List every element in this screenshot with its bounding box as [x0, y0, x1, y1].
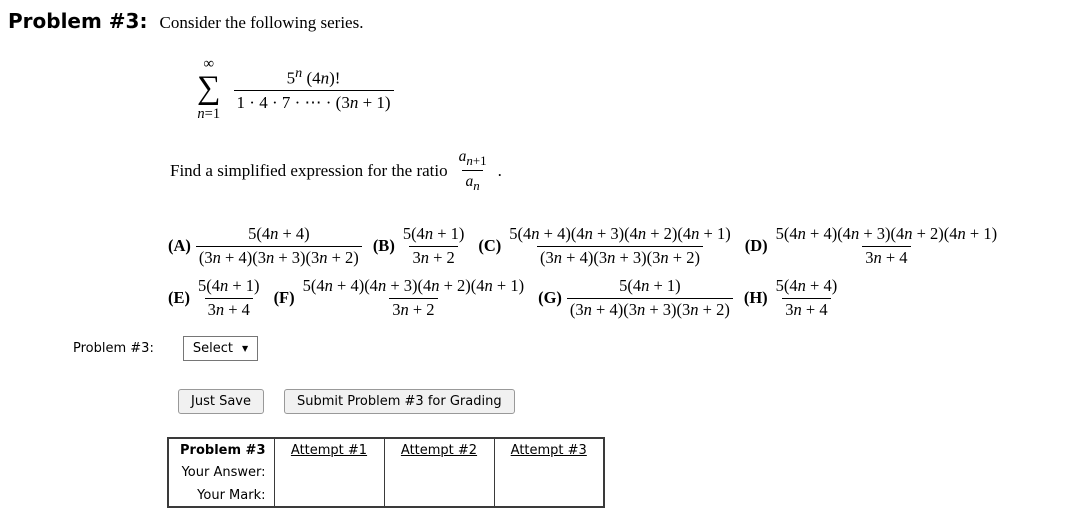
option-a-numerator: 5(4n + 4): [248, 224, 310, 243]
question-text: Find a simplified expression for the ratio: [170, 160, 448, 180]
table-header-row: [168, 438, 604, 461]
option-a-label: (A): [168, 236, 191, 256]
option-c-denominator: (3n + 4)(3n + 3)(3n + 2): [537, 246, 703, 269]
table-header-attempt-2: Attempt #2: [384, 438, 494, 461]
option-e-denominator: 3n + 4: [205, 298, 253, 321]
answer-label: Problem #3:: [73, 341, 154, 356]
summation-symbol: [197, 57, 221, 122]
series-numerator: 5$^n$ (4n)!: [286, 65, 341, 88]
option-e-label: (E): [168, 288, 190, 308]
option-f: [274, 276, 528, 320]
ratio-fraction: [456, 147, 490, 194]
option-b-denominator: 3n + 2: [409, 246, 457, 269]
action-buttons: [178, 389, 515, 414]
option-h-numerator: 5(4n + 4): [775, 276, 838, 295]
series-fraction: [234, 65, 394, 113]
option-a-denominator: (3n + 4)(3n + 3)(3n + 2): [196, 246, 362, 269]
option-b-fraction: [400, 224, 468, 268]
option-h-denominator: 3n + 4: [782, 298, 830, 321]
option-h: [744, 276, 840, 320]
option-h-label: (H): [743, 288, 768, 308]
option-f-denominator: 3n + 2: [389, 298, 437, 321]
your-answer-row: [168, 461, 604, 484]
option-d-label: (D): [744, 236, 768, 256]
option-g-denominator: (3n + 4)(3n + 3)(3n + 2): [567, 298, 733, 321]
option-f-fraction: [300, 276, 527, 320]
answer-cell-attempt-3: [494, 461, 604, 484]
series-formula: [197, 57, 394, 122]
options-row-2: [168, 276, 840, 320]
answer-select-value: Select: [192, 341, 233, 356]
results-table: [167, 437, 605, 508]
option-f-numerator: 5(4n + 4)(4n + 3)(4n + 2)(4n + 1): [302, 276, 525, 295]
page-title: Problem #3:: [8, 9, 148, 33]
option-c-fraction: [506, 224, 733, 268]
option-g-numerator: 5(4n + 1): [619, 276, 681, 295]
series-denominator: 1 · 4 · 7 · ⋯ · (3n + 1): [234, 90, 394, 113]
option-g-fraction: [567, 276, 733, 320]
option-c: [478, 224, 733, 268]
sigma-icon: ∑: [197, 70, 221, 106]
your-mark-label: Your Mark:: [197, 487, 266, 503]
page-header: [8, 9, 363, 33]
option-d: [745, 224, 1000, 268]
option-e: [168, 276, 263, 320]
ratio-denominator: $a_n$: [462, 170, 482, 194]
option-d-denominator: 3n + 4: [862, 246, 910, 269]
option-g: [538, 276, 733, 320]
sigma-lower-limit: n=1: [197, 106, 221, 123]
question-period: .: [497, 160, 502, 180]
your-answer-label: Your Answer:: [181, 465, 266, 480]
intro-text: Consider the following series.: [159, 13, 364, 32]
answer-cell-attempt-1: [274, 461, 384, 484]
table-header-problem: Problem #3: [180, 442, 266, 458]
option-b-numerator: 5(4n + 1): [402, 224, 465, 243]
option-d-fraction: [773, 224, 1000, 268]
option-b-label: (B): [372, 236, 395, 256]
mark-cell-attempt-2: [384, 484, 494, 507]
question-line: [170, 147, 502, 194]
chevron-down-icon: ▼: [241, 343, 249, 353]
option-h-fraction: [773, 276, 841, 320]
mark-cell-attempt-1: [274, 484, 384, 507]
answer-row: [73, 336, 258, 361]
option-g-label: (G): [538, 288, 562, 308]
option-f-label: (F): [273, 288, 295, 308]
option-e-fraction: [195, 276, 263, 320]
option-a-fraction: [196, 224, 362, 268]
answer-select[interactable]: [183, 336, 258, 361]
submit-button[interactable]: Submit Problem #3 for Grading: [284, 389, 515, 414]
options-row-1: [168, 224, 1000, 268]
table-header-attempt-3: Attempt #3: [494, 438, 604, 461]
your-mark-row: [168, 484, 604, 507]
option-c-label: (C): [478, 236, 502, 256]
option-e-numerator: 5(4n + 1): [198, 276, 260, 295]
mark-cell-attempt-3: [494, 484, 604, 507]
answer-cell-attempt-2: [384, 461, 494, 484]
sigma-upper-limit: ∞: [203, 56, 215, 72]
option-d-numerator: 5(4n + 4)(4n + 3)(4n + 2)(4n + 1): [775, 224, 998, 243]
table-header-attempt-1: Attempt #1: [274, 438, 384, 461]
option-a: [168, 224, 362, 268]
ratio-numerator: $a_{n+1}$: [458, 148, 487, 169]
just-save-button[interactable]: Just Save: [178, 389, 264, 414]
option-b: [373, 224, 468, 268]
option-c-numerator: 5(4n + 4)(4n + 3)(4n + 2)(4n + 1): [509, 224, 731, 243]
